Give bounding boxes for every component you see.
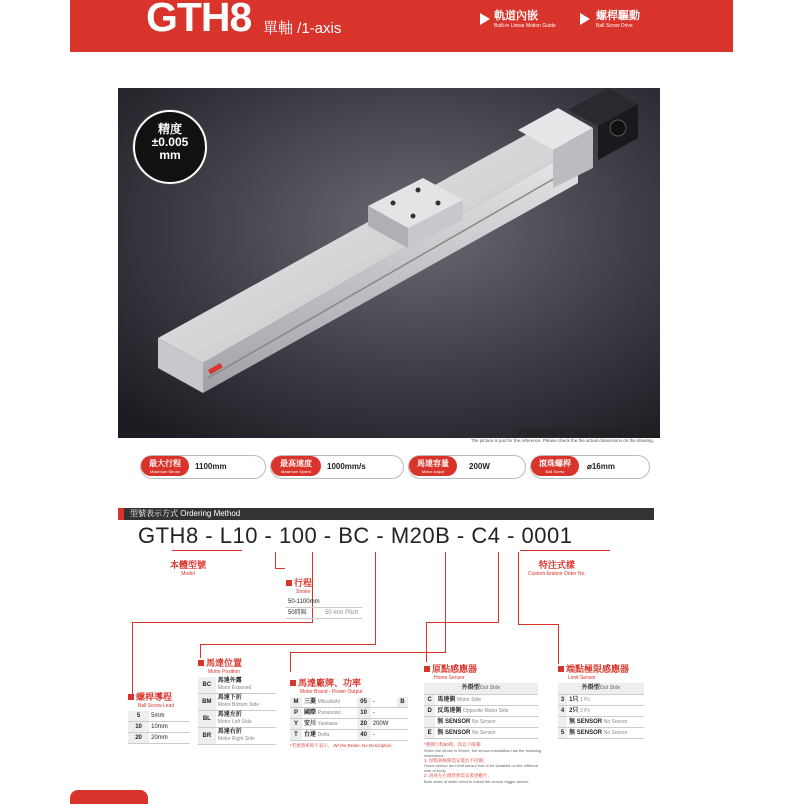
spec-value: ⌀16mm bbox=[587, 462, 615, 471]
label-en: Ball Screw Lead bbox=[138, 703, 175, 709]
connector-line bbox=[172, 550, 242, 551]
table-cell: 4 bbox=[558, 706, 567, 717]
row-en: Motor Bottom Side bbox=[217, 702, 260, 708]
table-cell: D bbox=[424, 706, 435, 717]
note-line: Both sides of slider need to install the sensor trigger device. bbox=[424, 778, 530, 784]
table-cell: BM bbox=[198, 694, 216, 711]
table-row bbox=[424, 728, 538, 739]
feature-label: 軌道內嵌 bbox=[494, 10, 538, 22]
row-en: No Sensor bbox=[472, 719, 496, 725]
connector-line bbox=[518, 552, 519, 624]
table-header-row bbox=[558, 683, 644, 695]
precision-badge bbox=[133, 110, 207, 184]
label-en: Custom-lization Order No. bbox=[528, 571, 586, 577]
row-en: No Sensor bbox=[472, 730, 496, 736]
table-cell: M bbox=[290, 697, 302, 708]
table-row bbox=[558, 695, 644, 706]
model-code: GTH8 - L10 - 100 - BC - M20B - C4 - 0001 bbox=[138, 523, 573, 548]
header-zh: 外掛型 bbox=[461, 685, 480, 691]
motor-position-block bbox=[198, 656, 276, 745]
caption-zh: 此圖僅供參考，出貨規格詳見尺寸圖面 bbox=[518, 429, 654, 438]
table-row bbox=[286, 608, 362, 619]
feature-sublabel: Built-in Linear Motion Guide bbox=[494, 23, 556, 29]
table-cell: Y bbox=[290, 719, 302, 730]
row-zh: 安川 bbox=[303, 721, 316, 727]
table-cell bbox=[397, 708, 408, 719]
connector-line bbox=[275, 552, 276, 568]
table-cell: BR bbox=[198, 728, 216, 745]
motor-brand-table bbox=[290, 697, 408, 741]
feature-built-in-guide bbox=[494, 10, 556, 29]
table-row bbox=[128, 722, 190, 733]
table-cell: 50間隔 bbox=[286, 608, 323, 619]
caption-en: The picture is just for the reference. Please check the the actual dimensions on the drawing. bbox=[470, 438, 654, 443]
table-row bbox=[558, 728, 644, 739]
table-cell: 20 bbox=[357, 719, 371, 730]
table-cell: 3 bbox=[558, 695, 567, 706]
table-header-row bbox=[424, 683, 538, 695]
table-cell: 50 mm Pitch bbox=[323, 608, 362, 619]
row-zh: 馬達左折 bbox=[217, 712, 242, 718]
row-en: Delta bbox=[317, 732, 330, 738]
table-row bbox=[198, 728, 276, 745]
spec-tag: 滾珠螺桿 Ball Screw bbox=[531, 456, 579, 476]
body-model-label bbox=[170, 558, 206, 577]
bullet-icon bbox=[286, 580, 292, 586]
note-line: When the stroke is 50mm, the sensor installation has the following restrictions. bbox=[424, 747, 542, 758]
spec-motor-output bbox=[408, 455, 526, 479]
header-en: Out Side bbox=[479, 685, 501, 691]
spec-tag: 馬達容量 Motor output bbox=[409, 456, 457, 476]
connector-line bbox=[132, 622, 313, 623]
connector-line bbox=[200, 644, 376, 645]
row-zh: 1只 bbox=[569, 697, 579, 703]
table-cell: 10 bbox=[357, 708, 371, 719]
table-cell: - bbox=[371, 697, 397, 708]
play-arrow-icon bbox=[480, 13, 490, 25]
row-en: Motor Left Side bbox=[217, 719, 252, 725]
table-cell: 5mm bbox=[149, 711, 190, 722]
page-tab bbox=[70, 790, 148, 804]
connector-line bbox=[290, 652, 446, 653]
table-cell: 10 bbox=[128, 722, 149, 733]
row-en: 1 Pc bbox=[580, 697, 591, 703]
table-cell bbox=[424, 717, 435, 728]
table-row bbox=[290, 697, 408, 708]
row-en: No Sensor bbox=[603, 730, 628, 736]
row-en: Yaskawa bbox=[317, 721, 338, 727]
label-zh: 行程 bbox=[294, 578, 313, 588]
table-cell: E bbox=[424, 728, 435, 739]
label-en: Stroke bbox=[296, 589, 311, 595]
play-arrow-icon bbox=[580, 13, 590, 25]
label-zh: 端點極限感應器 bbox=[566, 664, 630, 674]
table-cell: 5 bbox=[128, 711, 149, 722]
model-title: GTH8 bbox=[146, 0, 252, 40]
stroke-restriction-notes bbox=[424, 742, 544, 784]
table-row bbox=[290, 730, 408, 741]
label-en: Limit Sensor bbox=[568, 675, 596, 681]
spec-tag: 最高速度 Maximum Speed bbox=[271, 456, 321, 476]
table-row bbox=[558, 706, 644, 717]
ordering-section-title: 型號表示方式 Ordering Method bbox=[130, 509, 241, 518]
table-cell: 5 bbox=[558, 728, 567, 739]
ordering-section-accent bbox=[118, 508, 124, 520]
table-cell: 200W bbox=[371, 719, 397, 730]
table-cell bbox=[397, 730, 408, 741]
row-zh: 無 SENSOR bbox=[437, 730, 471, 736]
connector-line bbox=[518, 624, 558, 625]
table-cell: 05 bbox=[357, 697, 371, 708]
table-row bbox=[198, 694, 276, 711]
header-en: Out Side bbox=[599, 685, 621, 691]
connector-line bbox=[426, 622, 499, 623]
row-zh: 台達 bbox=[303, 732, 316, 738]
label-zh: 馬達位置 bbox=[206, 658, 243, 668]
table-cell: - bbox=[371, 708, 397, 719]
badge-label: 精度 bbox=[157, 122, 182, 136]
limit-sensor-table bbox=[558, 683, 644, 739]
connector-line bbox=[375, 552, 376, 644]
label-en: Model bbox=[181, 571, 195, 577]
connector-line bbox=[445, 552, 446, 652]
connector-line bbox=[520, 550, 610, 551]
home-sensor-table bbox=[424, 683, 538, 739]
table-cell: 10mm bbox=[149, 722, 190, 733]
table-row bbox=[198, 677, 276, 694]
spec-value: 1000mm/s bbox=[327, 462, 366, 471]
row-zh: 馬達下折 bbox=[217, 695, 242, 701]
table-row bbox=[290, 708, 408, 719]
badge-value: ±0.005 bbox=[151, 135, 189, 149]
table-cell: BC bbox=[198, 677, 216, 694]
label-zh: 馬達廠牌、功率 bbox=[298, 678, 362, 688]
table-row bbox=[128, 733, 190, 744]
table-row bbox=[286, 597, 362, 608]
row-en: No Sensor bbox=[603, 719, 628, 725]
brake-note: *若無煞車則不表示。 W/ the Brake, No Description. bbox=[290, 743, 393, 748]
spec-tag: 最大行程 Maximum Stroke bbox=[141, 456, 189, 476]
table-cell: P bbox=[290, 708, 302, 719]
connector-line bbox=[498, 552, 499, 622]
connector-line bbox=[558, 624, 559, 664]
note-line: Home sensor and limit sensor has to be installed on the different side of body. bbox=[424, 763, 538, 773]
spec-value: 200W bbox=[469, 462, 490, 471]
limit-sensor-block bbox=[558, 662, 644, 739]
table-cell bbox=[558, 717, 567, 728]
table-row bbox=[424, 695, 538, 706]
table-row bbox=[128, 711, 190, 722]
bullet-icon bbox=[198, 660, 204, 666]
label-en: Home Sensor bbox=[434, 675, 465, 681]
table-row bbox=[198, 711, 276, 728]
row-en: Motor Side bbox=[457, 697, 482, 703]
spec-ball-screw bbox=[530, 455, 650, 479]
table-cell: 20 bbox=[128, 733, 149, 744]
bullet-icon bbox=[128, 694, 134, 700]
table-cell: - bbox=[371, 730, 397, 741]
bullet-icon bbox=[558, 666, 564, 672]
row-zh: 2只 bbox=[569, 708, 579, 714]
label-en: Motor Brand - Power Output bbox=[300, 689, 363, 695]
row-zh: 馬達側 bbox=[437, 697, 456, 703]
connector-line bbox=[275, 568, 285, 569]
row-zh: 國際 bbox=[303, 710, 316, 716]
label-zh: 特注式樣 bbox=[538, 560, 575, 570]
connector-line bbox=[426, 622, 427, 662]
header-zh: 外掛型 bbox=[581, 685, 600, 691]
row-zh: 三菱 bbox=[303, 699, 316, 705]
table-cell: B bbox=[397, 697, 408, 708]
table-cell: 20mm bbox=[149, 733, 190, 744]
label-zh: 螺桿導程 bbox=[136, 692, 173, 702]
feature-sublabel: Ball Screw Drive bbox=[596, 23, 633, 29]
table-cell: 40 bbox=[357, 730, 371, 741]
ball-screw-lead-block bbox=[128, 690, 190, 744]
stroke-table bbox=[286, 597, 362, 619]
table-cell: BL bbox=[198, 711, 216, 728]
spec-max-stroke bbox=[140, 455, 266, 479]
row-en: Opposite Motor Side bbox=[463, 708, 509, 714]
special-order-label bbox=[528, 558, 586, 577]
stroke-block bbox=[286, 576, 362, 619]
table-row bbox=[424, 706, 538, 717]
row-en: Motor Exposed bbox=[217, 685, 252, 691]
row-en: 2 Pc bbox=[580, 708, 591, 714]
home-sensor-block bbox=[424, 662, 544, 784]
model-subtitle: 單軸 /1-axis bbox=[263, 20, 342, 37]
motor-brand-block bbox=[290, 676, 408, 749]
row-en: Panasonic bbox=[317, 710, 341, 716]
note-line: 1. 原點與極限需安裝於不同側。 bbox=[424, 757, 488, 763]
row-zh: 無 SENSOR bbox=[437, 719, 471, 725]
spec-value: 1100mm bbox=[195, 462, 227, 471]
note-line: 2. 滑座左右側皆無需安裝感應片。 bbox=[424, 773, 493, 778]
table-cell bbox=[323, 597, 362, 608]
feature-label: 螺桿驅動 bbox=[596, 10, 640, 22]
motor-position-table bbox=[198, 677, 276, 745]
row-en: Mitsubishi bbox=[317, 699, 340, 705]
row-en: Motor Right Side bbox=[217, 736, 255, 742]
table-cell: T bbox=[290, 730, 302, 741]
connector-line bbox=[132, 622, 133, 694]
row-zh: 馬達外露 bbox=[217, 678, 242, 684]
table-cell: 50-1100mm bbox=[286, 597, 323, 608]
label-zh: 本體型號 bbox=[170, 560, 207, 570]
row-zh: 反馬達側 bbox=[437, 708, 462, 714]
badge-unit: mm bbox=[159, 148, 181, 162]
bullet-icon bbox=[290, 680, 296, 686]
row-zh: 無 SENSOR bbox=[569, 730, 603, 736]
table-cell bbox=[397, 719, 408, 730]
bullet-icon bbox=[424, 666, 430, 672]
table-row bbox=[290, 719, 408, 730]
spec-max-speed bbox=[270, 455, 404, 479]
feature-ball-screw bbox=[596, 10, 640, 29]
label-en: Motor Position bbox=[208, 669, 240, 675]
connector-line bbox=[290, 652, 291, 672]
table-cell: C bbox=[424, 695, 435, 706]
lead-table bbox=[128, 711, 190, 744]
row-zh: 馬達右折 bbox=[217, 729, 242, 735]
table-row bbox=[424, 717, 538, 728]
label-zh: 原點感應器 bbox=[432, 664, 478, 674]
note-line: *選擇行程50時，需以下限制: bbox=[424, 742, 482, 747]
table-row bbox=[558, 717, 644, 728]
row-zh: 無 SENSOR bbox=[569, 719, 603, 725]
